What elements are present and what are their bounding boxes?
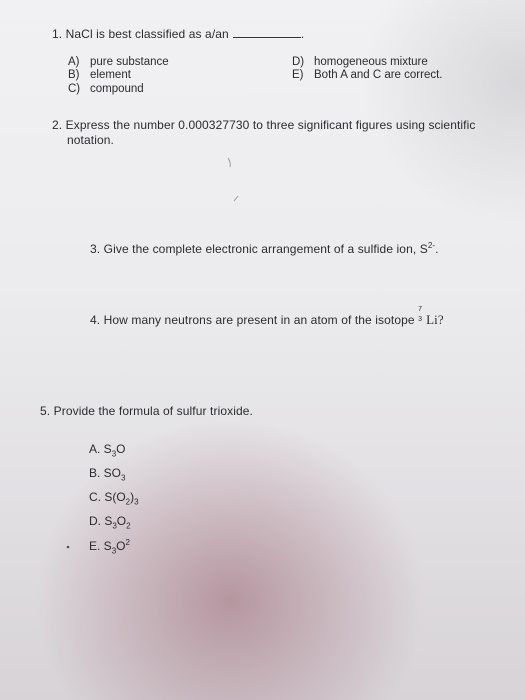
option-text: compound xyxy=(90,83,144,95)
option-letter: B) xyxy=(68,69,80,81)
pencil-stroke xyxy=(234,196,238,201)
subscript: 3 xyxy=(121,473,126,483)
question-1-stem: 1. NaCl is best classified as a/an . xyxy=(52,27,305,41)
isotope-symbol: Li? xyxy=(426,312,444,327)
question-3-text: 3. Give the complete electronic arrangement of a sulfide ion, S xyxy=(90,242,428,256)
ion-charge: 2- xyxy=(427,241,436,250)
mass-number: 7 xyxy=(418,306,423,313)
question-2-line-2: notation. xyxy=(67,133,114,147)
option-text: E. S xyxy=(89,539,112,553)
subscript: 3 xyxy=(134,497,139,507)
option-letter: E) xyxy=(292,69,304,81)
subscript: 3 xyxy=(112,521,117,531)
question-5-stem: 5. Provide the formula of sulfur trioxide. xyxy=(40,404,253,418)
option-text: pure substance xyxy=(90,56,169,68)
option-text: B. SO xyxy=(89,466,122,480)
subscript: 3 xyxy=(111,449,117,459)
option-text: D. S xyxy=(89,514,113,528)
option-text: Both A and C are correct. xyxy=(314,69,443,81)
option-text: element xyxy=(90,69,131,81)
pencil-dot xyxy=(67,546,70,549)
question-1-text: 1. NaCl is best classified as a/an xyxy=(52,27,229,41)
subscript: 2 xyxy=(125,497,131,507)
atomic-number: 3 xyxy=(418,316,423,323)
option-text: O xyxy=(116,539,126,553)
option-text: O xyxy=(116,514,127,528)
option-letter: A) xyxy=(68,56,80,68)
option-text: homogeneous mixture xyxy=(314,56,428,68)
superscript: 2 xyxy=(125,538,130,547)
option-text: ) xyxy=(130,490,135,504)
option-text: C. S(O xyxy=(89,490,126,504)
question-3-stem: 3. Give the complete electronic arrangement of a sulfide ion, $S^{2-}$. xyxy=(90,241,439,256)
option-letter: D) xyxy=(292,56,305,68)
option-letter: C) xyxy=(68,83,81,95)
option-text: A. S xyxy=(89,442,112,456)
subscript: 3 xyxy=(111,546,117,556)
subscript: 2 xyxy=(126,521,131,531)
question-2-line-1: 2. Express the number 0.000327730 to three significant figures using scientific xyxy=(52,118,476,132)
option-text: O xyxy=(116,442,126,456)
pencil-stroke xyxy=(228,158,230,167)
question-4-text: 4. How many neutrons are present in an atom of the isotope xyxy=(90,313,415,327)
